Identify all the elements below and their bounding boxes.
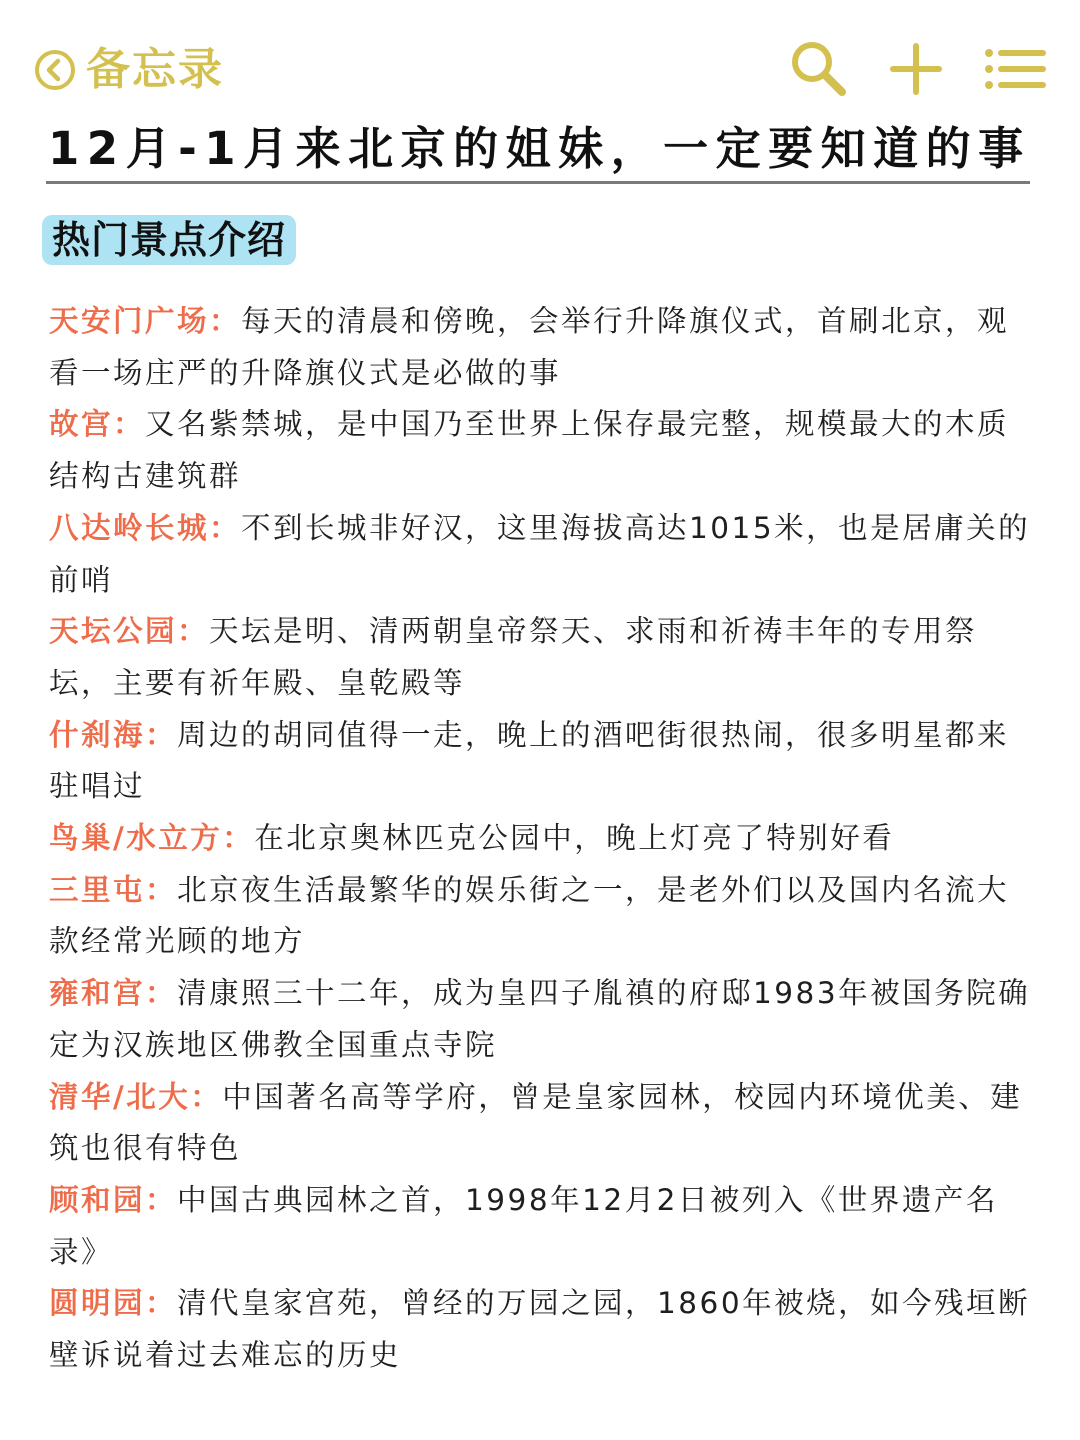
list-menu-icon	[982, 38, 1048, 98]
attraction-name: 顾和园：	[49, 1182, 178, 1217]
list-item	[49, 296, 1033, 399]
list-item	[49, 503, 1033, 606]
attraction-description: 清康照三十二年，成为皇四子胤禛的府邸1983年被国务院确定为汉族地区佛教全国重点寺院	[49, 976, 1031, 1062]
plus-icon	[890, 38, 942, 98]
attraction-name: 天坛公园：	[49, 614, 210, 649]
menu-button[interactable]	[982, 38, 1048, 98]
back-circle-chevron-icon	[34, 49, 76, 91]
attraction-description: 不到长城非好汉，这里海拔高达1015米，也是居庸关的前哨	[49, 510, 1031, 597]
attraction-name: 圆明园：	[49, 1286, 178, 1321]
attraction-name: 什刹海：	[49, 717, 178, 752]
add-note-button[interactable]	[890, 38, 942, 98]
attraction-description: 北京夜生活最繁华的娱乐街之一，是老外们以及国内名流大款经常光顾的地方	[49, 872, 1010, 959]
list-item	[49, 1175, 1033, 1278]
top-toolbar	[0, 0, 1080, 120]
attraction-name: 八达岭长城：	[49, 510, 242, 545]
search-button[interactable]	[788, 38, 850, 100]
attraction-name: 三里屯：	[49, 872, 178, 907]
back-button[interactable]	[34, 44, 224, 96]
attraction-description: 周边的胡同值得一走，晚上的酒吧街很热闹，很多明星都来驻唱过	[49, 717, 1010, 804]
list-item	[49, 399, 1033, 502]
list-item	[49, 710, 1033, 813]
list-item	[49, 606, 1033, 709]
section-heading: 热门景点介绍	[42, 215, 296, 265]
list-item	[49, 813, 1033, 865]
back-label: 备忘录	[86, 44, 224, 95]
attraction-name: 清华/北大：	[49, 1079, 223, 1114]
title-divider	[46, 181, 1030, 184]
attraction-description: 清代皇家宫苑，曾经的万园之园，1860年被烧，如今残垣断壁诉说着过去难忘的历史	[49, 1286, 1031, 1373]
list-item	[49, 1278, 1033, 1381]
list-item	[49, 865, 1033, 968]
list-item	[49, 1072, 1033, 1175]
attraction-description: 每天的清晨和傍晚，会举行升降旗仪式，首刷北京，观看一场庄严的升降旗仪式是必做的事	[49, 304, 1010, 390]
note-body	[49, 296, 1033, 1382]
attraction-description: 又名紫禁城，是中国乃至世界上保存最完整，规模最大的木质结构古建筑群	[49, 407, 1010, 494]
attraction-name: 天安门广场：	[49, 304, 242, 338]
attraction-name: 鸟巢/水立方：	[49, 821, 255, 856]
attraction-description: 中国古典园林之首，1998年12月2日被列入《世界遗产名录》	[49, 1182, 998, 1269]
attraction-description: 中国著名高等学府，曾是皇家园林，校园内环境优美、建筑也很有特色	[49, 1079, 1023, 1166]
attraction-name: 故宫：	[49, 407, 146, 442]
list-item	[49, 968, 1033, 1071]
search-icon	[788, 38, 850, 100]
attraction-name: 雍和宫：	[49, 976, 178, 1011]
note-title: 12月-1月来北京的姐妹，一定要知道的事	[48, 122, 1031, 175]
attraction-description: 在北京奥林匹克公园中，晚上灯亮了特别好看	[254, 821, 895, 856]
attraction-description: 天坛是明、清两朝皇帝祭天、求雨和祈祷丰年的专用祭坛，主要有祈年殿、皇乾殿等	[49, 614, 978, 700]
